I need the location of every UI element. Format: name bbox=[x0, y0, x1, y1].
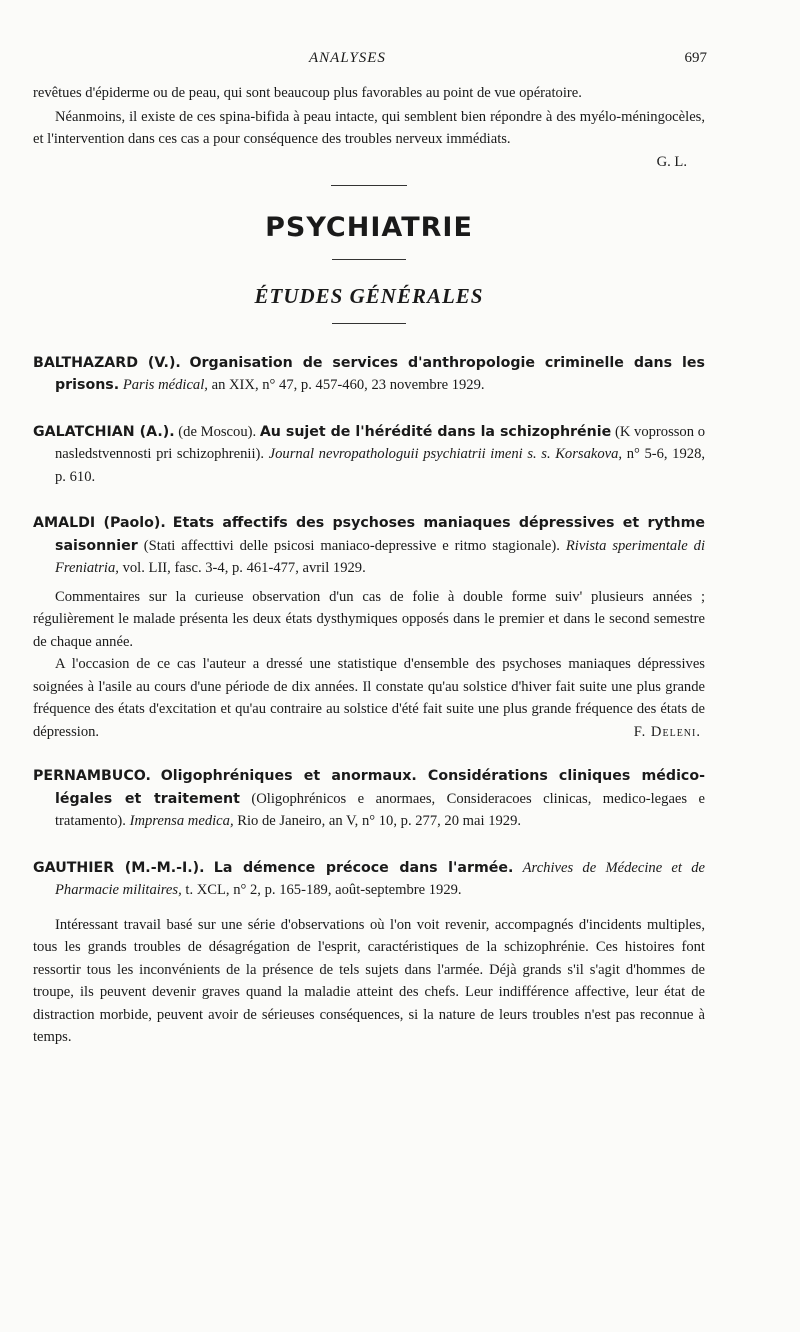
entry-title: Organisation de services d'anthropologie criminelle dans les prisons. bbox=[55, 354, 705, 394]
entry-original-title: (K voprosson o nasledstvennosti pri schizophrenii). bbox=[55, 423, 705, 463]
entry-details: t. XCL, n° 2, p. 165-189, août-septembre 1929. bbox=[185, 882, 462, 899]
entry-citation bbox=[33, 352, 705, 397]
entry-signature bbox=[33, 721, 705, 743]
entry-details: n° 5-6, 1928, p. 610. bbox=[55, 446, 706, 485]
intro-paragraph-2: Néanmoins, il existe de ces spina-bifida à peau intacte, qui semblent bien répondre à des myélo-méningocèles, et l'intervention dans ces cas a pour conséquence des troubles nerveux immédiats. bbox=[33, 109, 705, 148]
running-head bbox=[33, 40, 705, 66]
entry-details: an XIX, n° 47, p. 457-460, 23 novembre 1929. bbox=[211, 377, 485, 394]
section-rule bbox=[332, 259, 406, 260]
entry-journal: Imprensa medica, bbox=[129, 813, 234, 830]
entry-citation bbox=[33, 512, 705, 580]
entry-signature-text: F. Deleni. bbox=[633, 724, 701, 741]
entry-author: BALTHAZARD (V.). bbox=[33, 354, 181, 371]
page-number: 697 bbox=[684, 50, 707, 66]
entry-original-title: (Oligophrénicos e anormaes, Consideracoes clinicas, medico-legaes e tratamento). bbox=[55, 790, 706, 830]
entry-journal: Paris médical, bbox=[122, 377, 208, 394]
intro-paragraph-1: revêtues d'épiderme ou de peau, qui sont beaucoup plus favorables au point de vue opératoire. bbox=[33, 85, 582, 101]
entry-citation bbox=[33, 421, 705, 489]
entry-author: GALATCHIAN (A.). bbox=[33, 423, 175, 440]
entry-title: Etats affectifs des psychoses maniaques dépressives et rythme saisonnier bbox=[55, 515, 705, 554]
entry-citation bbox=[33, 765, 705, 833]
running-title: ANALYSES bbox=[309, 50, 386, 66]
intro-section bbox=[33, 82, 705, 173]
entry-body-paragraph: Intéressant travail basé sur une série d'observations où l'on voit revenir, accompagnés d'incidents multiples, tous les grands troubles de désagrégation de l'esprit, caractéristiques de la schizophrénie. Ces histoires font ressortir tous les inconvénients de la présence de tels sujets dans l'armée. Déjà grands s'il s'agit d'hommes de troupe, ils peuvent devenir graves quand la maladie atteint des chefs. Leur indifférence affective, leur état de distraction morbide, peuvent avoir de sérieuses conséquences, si la nature de leurs troubles n'est pas reconnue à temps. bbox=[33, 916, 705, 1046]
section-title: PSYCHIATRIE bbox=[265, 211, 473, 243]
entry-original-title: (Stati affecttivi delle psicosi maniaco-depressive e ritmo stagionale). bbox=[143, 537, 560, 554]
entry-body-paragraph: Commentaires sur la curieuse observation d'un cas de folie à double forme suiv' plusieurs années ; régulièrement le malade présenta les deux états dysthymiques opposés dans le premier et dans le second semestre de chaque année. bbox=[33, 588, 705, 650]
subsection-title: ÉTUDES GÉNÉRALES bbox=[254, 283, 484, 308]
bibliography-entry bbox=[33, 512, 705, 743]
entry-journal: Journal nevropathologuii psychiatrii imeni s. s. Korsakova, bbox=[268, 446, 623, 463]
intro-signature: G. L. bbox=[656, 153, 687, 170]
bibliography-entry bbox=[33, 352, 705, 397]
entry-journal: Rivista sperimentale di Freniatria, bbox=[55, 537, 705, 577]
entry-title: La démence précoce dans l'armée. bbox=[213, 859, 514, 876]
entry-title: Au sujet de l'hérédité dans la schizophrénie bbox=[259, 423, 612, 440]
entry-citation bbox=[33, 857, 705, 902]
entry-journal: Archives de Médecine et de Pharmacie militaires, bbox=[55, 859, 705, 899]
bibliography-entry bbox=[33, 765, 705, 833]
divider-rule bbox=[331, 185, 407, 186]
entry-details: Rio de Janeiro, an V, n° 10, p. 277, 20 mai 1929. bbox=[237, 813, 522, 830]
entry-origin: (de Moscou). bbox=[178, 423, 257, 440]
entry-details: vol. LII, fasc. 3-4, p. 461-477, avril 1929. bbox=[122, 560, 366, 577]
subsection-rule bbox=[332, 323, 406, 324]
entry-body-paragraph: A l'occasion de ce cas l'auteur a dressé une statistique d'ensemble des psychoses maniaques dépressives soignées à l'asile au cours d'une période de dix années. Il constate qu'au solstice d'hiver fait suite une plus grande fréquence des états d'excitation et qu'au contraire au solstice d'été fait suite une plus grande fréquence des états de dépression. bbox=[33, 656, 705, 740]
bibliography-entry bbox=[33, 857, 705, 1049]
entry-author: PERNAMBUCO. bbox=[33, 768, 151, 785]
page bbox=[33, 40, 705, 1049]
entry-author: AMALDI (Paolo). bbox=[33, 515, 166, 532]
entry-title: Oligophréniques et anormaux. Considérations cliniques médico-légales et traitement bbox=[55, 768, 705, 807]
entry-author: GAUTHIER (M.-M.-I.). bbox=[33, 859, 205, 876]
bibliography-entry bbox=[33, 421, 705, 489]
